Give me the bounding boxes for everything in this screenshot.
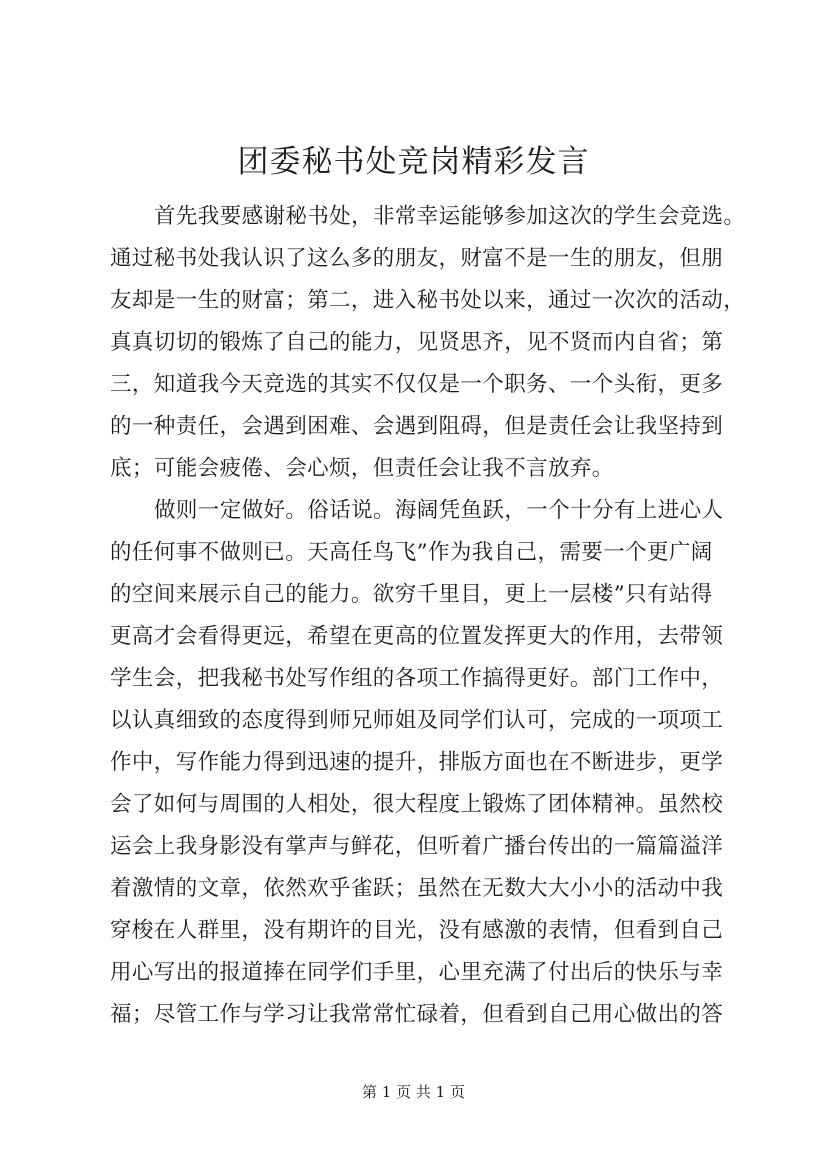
text-line: 的一种责任，会遇到困难、会遇到阻碍，但是责任会让我坚持到 <box>110 414 724 439</box>
text-line: 底；可能会疲倦、会心烦，但责任会让我不言放弃。 <box>110 456 614 481</box>
page-title: 团委秘书处竞岗精彩发言 <box>237 144 590 180</box>
text-line: 首先我要感谢秘书处，非常幸运能够参加这次的学生会竞选。 <box>154 204 746 229</box>
text-line: 着激情的文章，依然欢乎雀跃；虽然在无数大大小小的活动中我 <box>110 876 724 901</box>
text-line: 会了如何与周围的人相处，很大程度上锻炼了团体精神。虽然校 <box>110 792 724 817</box>
body-text <box>110 196 746 1036</box>
text-line: 福；尽管工作与学习让我常常忙碌着，但看到自己用心做出的答 <box>110 1002 724 1027</box>
text-line: 真真切切的锻炼了自己的能力，见贤思齐，见不贤而内自省；第 <box>110 330 724 355</box>
text-line: 作中，写作能力得到迅速的提升，排版方面也在不断进步，更学 <box>110 750 724 775</box>
text-line: 以认真细致的态度得到师兄师姐及同学们认可，完成的一项项工 <box>110 708 724 733</box>
text-line: 的空间来展示自己的能力。欲穷千里目，更上一层楼”只有站得 <box>110 582 713 607</box>
text-line: 学生会，把我秘书处写作组的各项工作搞得更好。部门工作中， <box>110 666 724 691</box>
text-line: 通过秘书处我认识了这么多的朋友，财富不是一生的朋友，但朋 <box>110 246 724 271</box>
page-footer: 第 1 页 共 1 页 <box>362 1083 465 1101</box>
text-line: 友却是一生的财富；第二，进入秘书处以来，通过一次次的活动， <box>110 288 746 313</box>
text-line: 做则一定做好。俗话说。海阔凭鱼跃，一个十分有上进心人 <box>154 498 724 523</box>
text-line: 穿梭在人群里，没有期许的目光，没有感激的表情，但看到自己 <box>110 918 724 943</box>
text-line: 运会上我身影没有掌声与鲜花，但听着广播台传出的一篇篇溢洋 <box>110 834 724 859</box>
text-line: 用心写出的报道捧在同学们手里，心里充满了付出后的快乐与幸 <box>110 960 724 985</box>
text-line: 更高才会看得更远，希望在更高的位置发挥更大的作用，去带领 <box>110 624 724 649</box>
text-line: 的任何事不做则已。天高任鸟飞”作为我自己，需要一个更广阔 <box>110 540 713 565</box>
text-line: 三，知道我今天竞选的其实不仅仅是一个职务、一个头衔，更多 <box>110 372 724 397</box>
